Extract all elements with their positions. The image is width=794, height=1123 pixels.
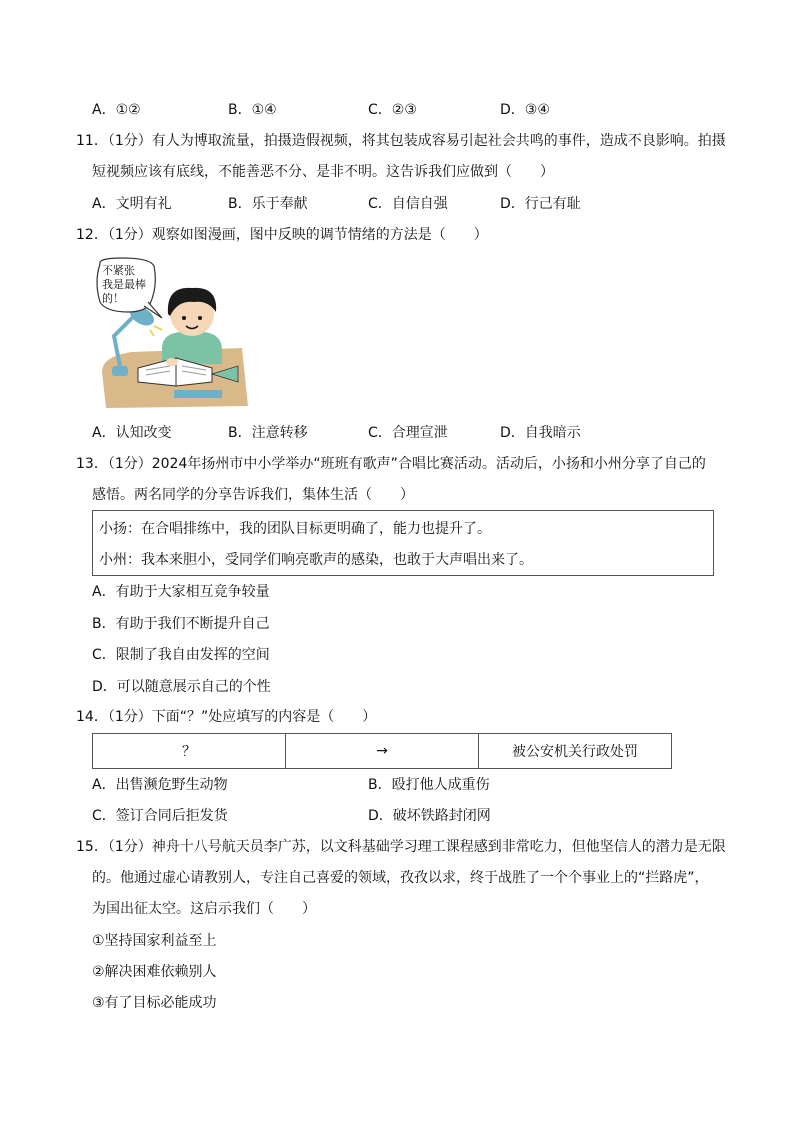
q13-quote-box (92, 510, 714, 576)
cartoon-image (92, 256, 250, 410)
q10-option-a: A．①② (92, 102, 141, 118)
q15-item-2: ②解决困难依赖别人 (92, 964, 217, 980)
q15-stem-line1: 15．（1分）神舟十八号航天员李广苏，以文科基础学习理工课程感到非常吃力，但他坚信人的潜力是无限 (76, 839, 726, 855)
bubble-line-1: 不紧张 (102, 264, 135, 277)
q11-option-c: C．自信自强 (368, 196, 448, 212)
q11-stem-line1: 11．（1分）有人为博取流量，拍摄造假视频，将其包装成容易引起社会共鸣的事件，造成不良影响。拍摄 (76, 133, 726, 149)
q15-item-1: ①坚持国家利益至上 (92, 933, 217, 949)
q14-option-a: A．出售濒危野生动物 (92, 777, 228, 793)
q11-option-d: D．行己有耻 (500, 196, 581, 212)
q13-option-a: A．有助于大家相互竞争较量 (92, 584, 270, 600)
q11-option-b: B．乐于奉献 (228, 196, 308, 212)
q12-stem: 12．（1分）观察如图漫画，图中反映的调节情绪的方法是（ ） (76, 227, 488, 243)
q15-stem-line2: 的。他通过虚心请教别人，专注自己喜爱的领域，孜孜以求，终于战胜了一个个事业上的“拦路虎”， (92, 870, 709, 886)
q12-option-c: C．合理宣泄 (368, 425, 448, 441)
q14-option-d: D．破坏铁路封闭网 (368, 808, 491, 824)
q11-option-a: A．文明有礼 (92, 196, 172, 212)
q12-option-d: D．自我暗示 (500, 425, 581, 441)
q14-option-c: C．签订合同后拒发货 (92, 808, 228, 824)
q10-option-b: B．①④ (228, 102, 277, 118)
q10-option-c: C．②③ (368, 102, 417, 118)
cartoon-illustration (92, 256, 250, 410)
q12-option-a: A．认知改变 (92, 425, 172, 441)
q13-option-b: B．有助于我们不断提升自己 (92, 616, 270, 632)
q13-quote-xiaoyang: 小扬：在合唱排练中，我的团队目标更明确了，能力也提升了。 (99, 521, 491, 537)
q14-cell-question: ？ (93, 734, 286, 769)
q15-stem-line3: 为国出征太空。这启示我们（ ） (92, 901, 316, 917)
q14-option-b: B．殴打他人成重伤 (368, 777, 490, 793)
q13-stem-line2: 感悟。两名同学的分享告诉我们，集体生活（ ） (92, 487, 414, 503)
q13-option-d: D．可以随意展示自己的个性 (92, 679, 271, 695)
q13-stem-line1: 13．（1分）2024年扬州市中小学举办“班班有歌声”合唱比赛活动。活动后，小扬和小州分享了自己的 (76, 456, 706, 472)
q10-option-d: D．③④ (500, 102, 550, 118)
q14-table (92, 733, 672, 769)
bubble-line-3: 的！ (102, 292, 124, 305)
q11-stem-line2: 短视频应该有底线，不能善恶不分、是非不明。这告诉我们应做到（ ） (92, 164, 554, 180)
q14-cell-result: 被公安机关行政处罚 (479, 734, 672, 769)
q14-stem: 14．（1分）下面“？”处应填写的内容是（ ） (76, 709, 377, 725)
bubble-line-2: 我是最棒 (102, 278, 146, 291)
q14-cell-arrow: → (286, 734, 479, 769)
q13-quote-xiaozhou: 小州：我本来胆小，受同学们响亮歌声的感染，也敢于大声唱出来了。 (99, 552, 533, 568)
q12-option-b: B．注意转移 (228, 425, 308, 441)
q15-item-3: ③有了目标必能成功 (92, 995, 217, 1011)
q13-option-c: C．限制了我自由发挥的空间 (92, 647, 270, 663)
